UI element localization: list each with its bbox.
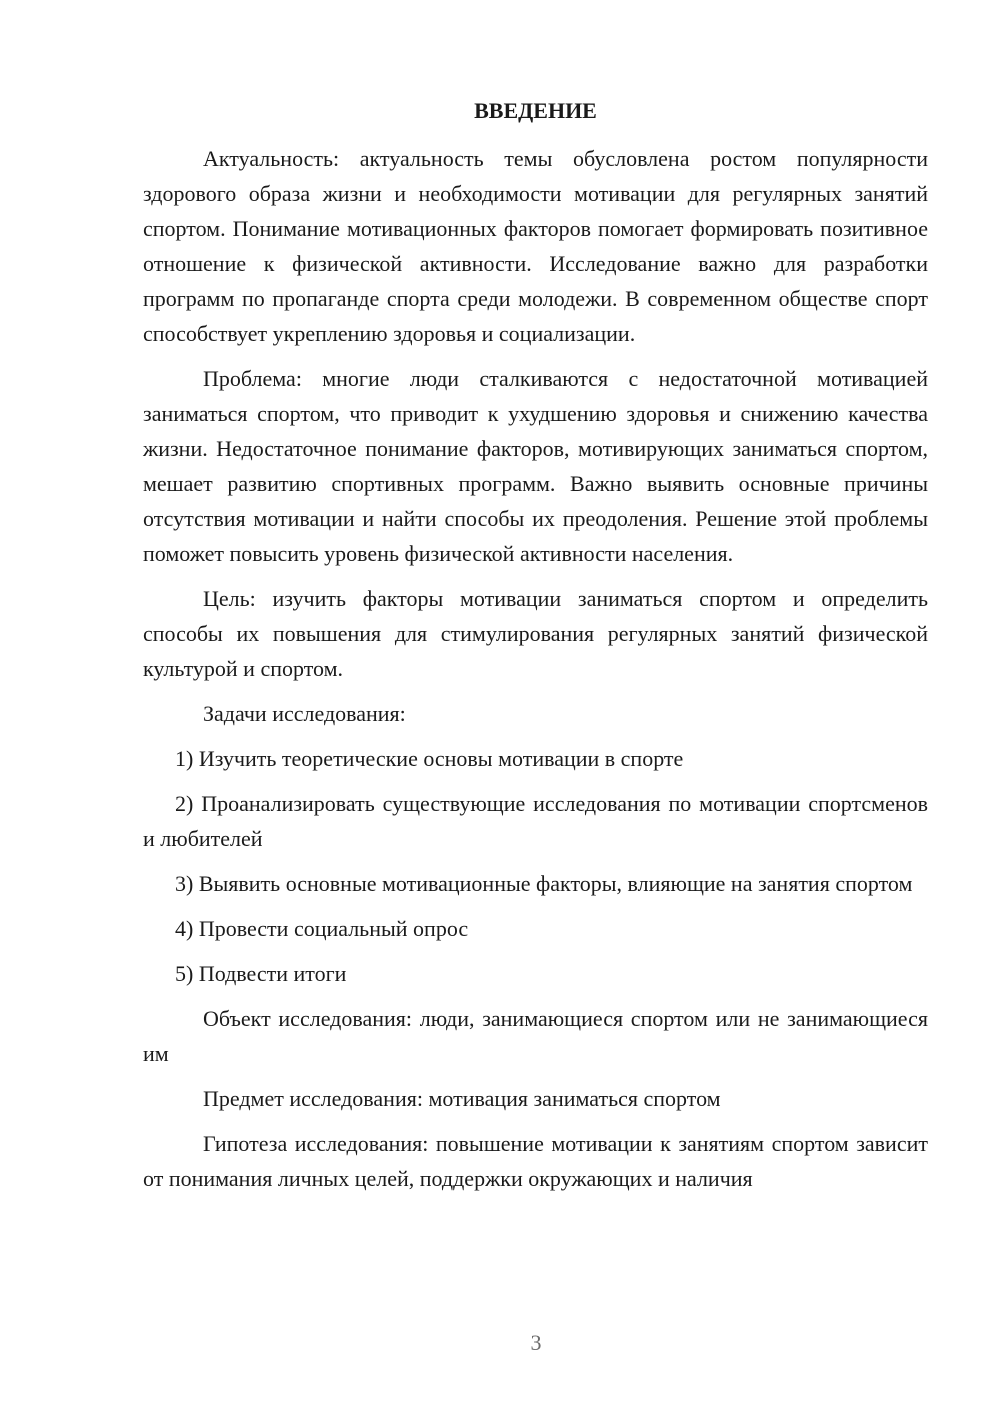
page-number: 3 xyxy=(530,1330,542,1355)
list-item: 4) Провести социальный опрос xyxy=(175,916,469,941)
list-item: 1) Изучить теоретические основы мотивации в спорте xyxy=(175,746,684,771)
page-content xyxy=(143,93,928,1206)
paragraph-relevance: Актуальность: актуальность темы обусловлена ростом популярности здорового образа жизни и необходимости мотивации для регулярных занятий спортом. Понимание мотивационных факторов помогает формировать позитивное отношение к физической активности. Исследование важно для разработки программ по пропаганде спорта среди молодежи. В современном обществе спорт способствует укреплению здоровья и социализации. xyxy=(143,146,928,346)
tasks-heading: Задачи исследования: xyxy=(203,701,406,726)
paragraph-goal: Цель: изучить факторы мотивации заниматься спортом и определить способы их повышения для стимулирования регулярных занятий физической культурой и спортом. xyxy=(143,586,928,681)
paragraph-subject: Предмет исследования: мотивация заниматься спортом xyxy=(203,1086,721,1111)
list-item: 3) Выявить основные мотивационные факторы, влияющие на занятия спортом xyxy=(175,871,913,896)
list-item: 5) Подвести итоги xyxy=(175,961,347,986)
section-title: ВВЕДЕНИЕ xyxy=(474,98,597,123)
paragraph-object: Объект исследования: люди, занимающиеся спортом или не занимающиеся им xyxy=(143,1006,928,1066)
paragraph-hypothesis: Гипотеза исследования: повышение мотивации к занятиям спортом зависит от понимания личных целей, поддержки окружающих и наличия xyxy=(143,1131,928,1191)
paragraph-problem: Проблема: многие люди сталкиваются с недостаточной мотивацией заниматься спортом, что приводит к ухудшению здоровья и снижению качества жизни. Недостаточное понимание факторов, мотивирующих заниматься спортом, мешает развитию спортивных программ. Важно выявить основные причины отсутствия мотивации и найти способы их преодоления. Решение этой проблемы поможет повысить уровень физической активности населения. xyxy=(143,366,928,566)
tasks-list xyxy=(143,741,928,991)
list-item: 2) Проанализировать существующие исследования по мотивации спортсменов и любителей xyxy=(143,791,928,851)
